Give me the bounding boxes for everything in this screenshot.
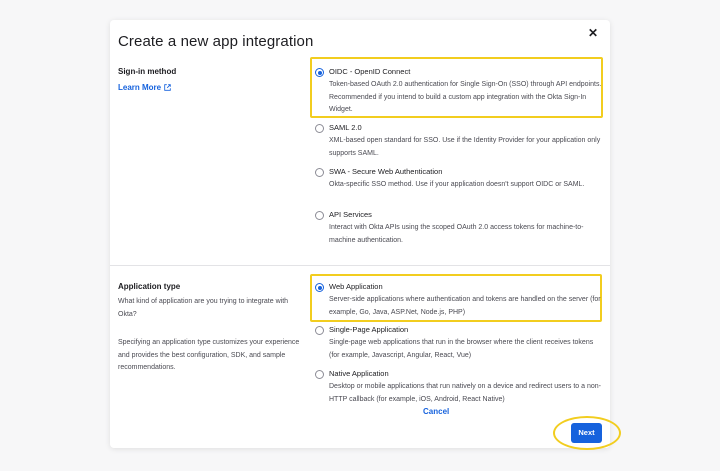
radio-swa[interactable]: [315, 168, 324, 177]
close-icon[interactable]: ✕: [587, 26, 599, 40]
option-single-page-application-description: Single-page web applications that run in the browser where the client receives tokens (for example, Javascript, Angular, React, Vue): [329, 339, 594, 359]
option-native-application-title: Native Application: [329, 369, 389, 378]
option-saml-description: XML-based open standard for SSO. Use if the Identity Provider for your application only supports SAML.: [329, 137, 601, 157]
radio-saml[interactable]: [315, 124, 324, 133]
learn-more-link[interactable]: [118, 83, 171, 92]
radio-single-page-application[interactable]: [315, 326, 324, 335]
option-native-application-description: Desktop or mobile applications that run natively on a device and redirect users to a non-HTTP callback (for example, iOS, Android, React Native): [329, 383, 601, 403]
option-single-page-application-title: Single-Page Application: [329, 325, 409, 334]
sign-in-method-label: Sign-in method: [118, 67, 177, 76]
radio-api-services[interactable]: [315, 211, 324, 220]
external-link-icon: [164, 84, 171, 91]
create-app-integration-dialog: [110, 20, 610, 448]
application-type-explanation: Specifying an application type customizes your experience and provides the best configuration, SDK, and sample recommendations.: [118, 339, 300, 371]
option-web-application-title: Web Application: [329, 282, 383, 291]
option-oidc-description: Token-based OAuth 2.0 authentication for Single Sign-On (SSO) through API endpoints. Recommended if you intend to build a custom app integration with the Okta Sign-In Widget.: [329, 81, 602, 113]
application-type-question: What kind of application are you trying to integrate with Okta?: [118, 298, 289, 318]
radio-native-application[interactable]: [315, 370, 324, 379]
next-button[interactable]: Next: [571, 423, 602, 443]
option-web-application-description: Server-side applications where authentication and tokens are handled on the server (for example, Go, Java, ASP.Net, Node.js, PHP): [329, 296, 601, 316]
radio-web-application[interactable]: [315, 283, 324, 292]
application-type-label: Application type: [118, 282, 181, 291]
option-api-services-description: Interact with Okta APIs using the scoped OAuth 2.0 access tokens for machine-to-machine authentication.: [329, 224, 584, 244]
dialog-title: Create a new app integration: [118, 33, 314, 50]
option-swa-description: Okta-specific SSO method. Use if your application doesn't support OIDC or SAML.: [329, 181, 585, 188]
option-swa-title: SWA - Secure Web Authentication: [329, 167, 443, 176]
option-oidc-title: OIDC - OpenID Connect: [329, 67, 411, 76]
option-api-services-title: API Services: [329, 210, 372, 219]
cancel-button[interactable]: Cancel: [423, 407, 450, 416]
option-saml-title: SAML 2.0: [329, 123, 362, 132]
radio-oidc[interactable]: [315, 68, 324, 77]
learn-more-text: Learn More: [118, 83, 162, 92]
section-divider: [110, 265, 610, 266]
